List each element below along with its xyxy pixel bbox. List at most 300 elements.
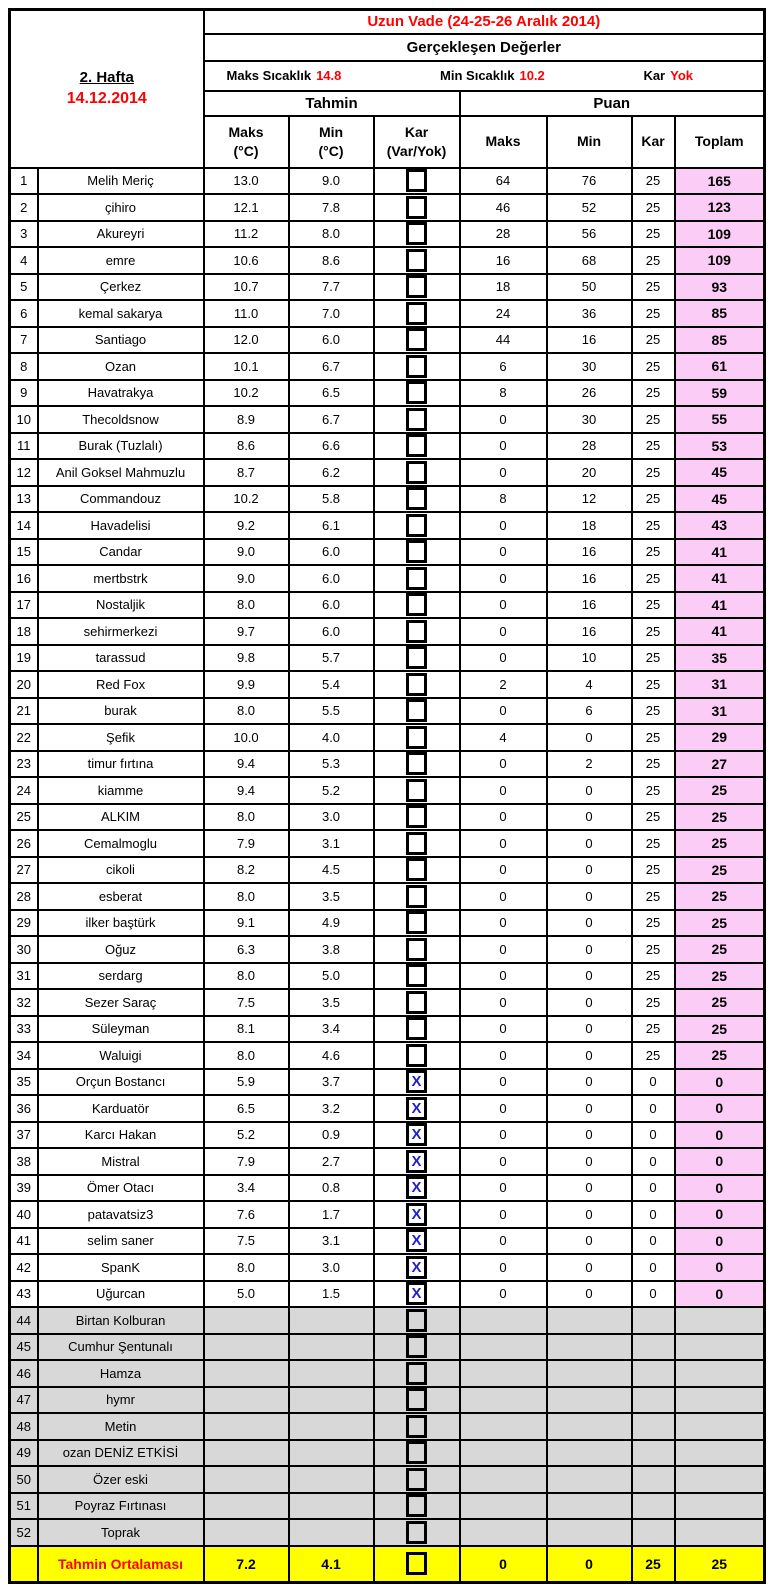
col-header-line: Maks <box>228 124 264 141</box>
forecast-min <box>289 1493 374 1520</box>
points-min: 0 <box>547 1122 632 1149</box>
kar-checkbox-icon[interactable] <box>406 302 427 325</box>
kar-checkbox-icon[interactable] <box>406 1552 427 1575</box>
table-row <box>10 1228 765 1255</box>
points-total: 0 <box>675 1095 765 1122</box>
points-total <box>675 1493 765 1520</box>
footer-corner-cell <box>10 1546 38 1583</box>
points-kar: 25 <box>632 247 675 274</box>
kar-checkbox-icon[interactable] <box>406 169 427 192</box>
forecast-maks: 5.0 <box>204 1281 289 1308</box>
points-total: 61 <box>675 353 765 380</box>
points-maks: 6 <box>460 353 547 380</box>
forecast-maks: 7.5 <box>204 1228 289 1255</box>
points-min: 16 <box>547 618 632 645</box>
forecast-maks: 7.5 <box>204 989 289 1016</box>
points-kar: 0 <box>632 1201 675 1228</box>
kar-checkbox-icon[interactable] <box>406 593 427 616</box>
row-number: 44 <box>10 1307 38 1334</box>
kar-checkbox-icon[interactable] <box>406 1388 427 1411</box>
player-name: sehirmerkezi <box>38 618 204 645</box>
kar-checkbox-icon[interactable] <box>406 964 427 987</box>
points-kar: 25 <box>632 698 675 725</box>
points-kar: 25 <box>632 671 675 698</box>
kar-checkbox-icon[interactable] <box>406 1309 427 1332</box>
kar-forecast-cell <box>374 1387 460 1414</box>
points-maks: 0 <box>460 1122 547 1149</box>
table-row <box>10 1281 765 1308</box>
row-number: 6 <box>10 300 38 327</box>
row-number: 26 <box>10 830 38 857</box>
row-number: 14 <box>10 512 38 539</box>
kar-checkbox-icon[interactable] <box>406 1441 427 1464</box>
player-name: Cumhur Şentunalı <box>38 1334 204 1361</box>
table-row <box>10 247 765 274</box>
points-kar: 25 <box>632 645 675 672</box>
player-name: hymr <box>38 1387 204 1414</box>
table-row <box>10 671 765 698</box>
kar-checkbox-icon[interactable] <box>406 461 427 484</box>
points-kar: 25 <box>632 221 675 248</box>
points-kar: 25 <box>632 486 675 513</box>
forecast-maks <box>204 1519 289 1546</box>
kar-forecast-cell <box>374 247 460 274</box>
kar-checkbox-icon[interactable] <box>406 991 427 1014</box>
row-number: 30 <box>10 936 38 963</box>
kar-forecast-cell <box>374 1466 460 1493</box>
forecast-maks: 10.2 <box>204 486 289 513</box>
points-total: 25 <box>675 910 765 937</box>
points-min: 0 <box>547 857 632 884</box>
forecast-min: 5.8 <box>289 486 374 513</box>
player-name: Red Fox <box>38 671 204 698</box>
kar-checkbox-icon[interactable] <box>406 487 427 510</box>
kar-checkbox-icon[interactable] <box>406 779 427 802</box>
kar-checkbox-icon[interactable] <box>406 752 427 775</box>
points-total <box>675 1440 765 1467</box>
kar-checkbox-icon[interactable] <box>406 355 427 378</box>
row-number: 18 <box>10 618 38 645</box>
table-title: Uzun Vade (24-25-26 Aralık 2014) <box>367 12 601 30</box>
kar-checkbox-checked-icon[interactable]: X <box>406 1150 427 1173</box>
row-number: 4 <box>10 247 38 274</box>
points-min: 0 <box>547 804 632 831</box>
points-kar: 25 <box>632 830 675 857</box>
points-maks: 0 <box>460 618 547 645</box>
points-total: 53 <box>675 433 765 460</box>
kar-checkbox-icon[interactable] <box>406 858 427 881</box>
forecast-min: 3.2 <box>289 1095 374 1122</box>
points-maks: 0 <box>460 565 547 592</box>
row-number: 41 <box>10 1228 38 1255</box>
kar-checkbox-icon[interactable] <box>406 673 427 696</box>
kar-checkbox-icon[interactable] <box>406 1468 427 1491</box>
points-min: 10 <box>547 645 632 672</box>
points-kar: 25 <box>632 274 675 301</box>
table-row <box>10 353 765 380</box>
points-min: 30 <box>547 353 632 380</box>
table-row <box>10 221 765 248</box>
kar-checkbox-icon[interactable] <box>406 1521 427 1544</box>
points-maks: 24 <box>460 300 547 327</box>
points-total: 25 <box>675 777 765 804</box>
points-kar: 0 <box>632 1175 675 1202</box>
table-row <box>10 1069 765 1096</box>
kar-checkbox-icon[interactable] <box>406 408 427 431</box>
kar-forecast-cell <box>374 1307 460 1334</box>
actual-kar-label: Kar <box>643 68 666 83</box>
points-total: 109 <box>675 221 765 248</box>
kar-forecast-cell <box>374 804 460 831</box>
kar-checkbox-icon[interactable] <box>406 911 427 934</box>
kar-checkbox-icon[interactable] <box>406 275 427 298</box>
forecast-min: 3.1 <box>289 830 374 857</box>
kar-checkbox-icon[interactable] <box>406 1362 427 1385</box>
kar-checkbox-checked-icon[interactable]: X <box>406 1176 427 1199</box>
forecast-table <box>8 8 766 1584</box>
forecast-maks: 9.0 <box>204 565 289 592</box>
forecast-min: 6.0 <box>289 327 374 354</box>
player-name: Ozan <box>38 353 204 380</box>
kar-checkbox-icon[interactable] <box>406 1494 427 1517</box>
row-number: 34 <box>10 1042 38 1069</box>
points-kar: 25 <box>632 380 675 407</box>
kar-forecast-cell <box>374 777 460 804</box>
row-number: 47 <box>10 1387 38 1414</box>
player-name: ozan DENİZ ETKİSİ <box>38 1440 204 1467</box>
forecast-min: 5.4 <box>289 671 374 698</box>
points-min: 0 <box>547 989 632 1016</box>
forecast-maks: 7.9 <box>204 830 289 857</box>
player-name: Oğuz <box>38 936 204 963</box>
kar-checkbox-icon[interactable] <box>406 1415 427 1438</box>
points-kar: 0 <box>632 1228 675 1255</box>
points-total: 25 <box>675 830 765 857</box>
kar-checkbox-icon[interactable] <box>406 646 427 669</box>
kar-checkbox-icon[interactable] <box>406 540 427 563</box>
points-total: 25 <box>675 857 765 884</box>
footer-kar-cell <box>374 1546 460 1583</box>
points-kar: 25 <box>632 300 675 327</box>
forecast-min: 4.0 <box>289 724 374 751</box>
kar-checkbox-icon[interactable] <box>406 328 427 351</box>
kar-checkbox-icon[interactable] <box>406 885 427 908</box>
table-row <box>10 1095 765 1122</box>
points-maks: 44 <box>460 327 547 354</box>
points-min: 18 <box>547 512 632 539</box>
points-min: 0 <box>547 1069 632 1096</box>
player-name: Nostaljik <box>38 592 204 619</box>
points-maks: 0 <box>460 751 547 778</box>
kar-checkbox-icon[interactable] <box>406 434 427 457</box>
kar-checkbox-icon[interactable] <box>406 222 427 245</box>
points-total: 55 <box>675 406 765 433</box>
kar-checkbox-checked-icon[interactable]: X <box>406 1070 427 1093</box>
forecast-maks: 3.4 <box>204 1175 289 1202</box>
forecast-min: 6.7 <box>289 406 374 433</box>
points-min: 0 <box>547 1201 632 1228</box>
points-total: 25 <box>675 804 765 831</box>
forecast-min <box>289 1413 374 1440</box>
row-number: 17 <box>10 592 38 619</box>
points-total <box>675 1307 765 1334</box>
kar-forecast-cell <box>374 1254 460 1281</box>
player-name: burak <box>38 698 204 725</box>
row-number: 49 <box>10 1440 38 1467</box>
points-min: 0 <box>547 1254 632 1281</box>
table-row <box>10 963 765 990</box>
kar-forecast-cell <box>374 592 460 619</box>
row-number: 43 <box>10 1281 38 1308</box>
forecast-maks: 8.9 <box>204 406 289 433</box>
kar-forecast-cell <box>374 1095 460 1122</box>
table-body <box>10 168 765 1546</box>
kar-forecast-cell <box>374 459 460 486</box>
points-min: 68 <box>547 247 632 274</box>
points-min: 0 <box>547 1281 632 1308</box>
table-row <box>10 1493 765 1520</box>
kar-checkbox-checked-icon[interactable]: X <box>406 1229 427 1252</box>
row-number: 13 <box>10 486 38 513</box>
points-maks: 0 <box>460 539 547 566</box>
table-row <box>10 618 765 645</box>
player-name: Karcı Hakan <box>38 1122 204 1149</box>
kar-checkbox-checked-icon[interactable]: X <box>406 1123 427 1146</box>
player-name: mertbstrk <box>38 565 204 592</box>
points-total: 41 <box>675 539 765 566</box>
points-min <box>547 1440 632 1467</box>
player-name: Karduatör <box>38 1095 204 1122</box>
points-min: 36 <box>547 300 632 327</box>
forecast-maks: 8.0 <box>204 592 289 619</box>
forecast-min: 1.5 <box>289 1281 374 1308</box>
points-min: 0 <box>547 1016 632 1043</box>
points-total <box>675 1413 765 1440</box>
forecast-maks: 7.9 <box>204 1148 289 1175</box>
forecast-maks: 9.9 <box>204 671 289 698</box>
table-row <box>10 539 765 566</box>
points-total: 0 <box>675 1069 765 1096</box>
player-name: Mistral <box>38 1148 204 1175</box>
points-maks: 0 <box>460 645 547 672</box>
points-maks: 46 <box>460 194 547 221</box>
averages-row <box>10 1546 765 1583</box>
points-min <box>547 1307 632 1334</box>
player-name: Toprak <box>38 1519 204 1546</box>
points-total: 123 <box>675 194 765 221</box>
points-min: 76 <box>547 168 632 195</box>
forecast-min: 0.8 <box>289 1175 374 1202</box>
col-header-forecast-min <box>289 116 374 168</box>
kar-checkbox-checked-icon[interactable]: X <box>406 1256 427 1279</box>
points-maks <box>460 1493 547 1520</box>
player-name: kemal sakarya <box>38 300 204 327</box>
points-kar <box>632 1466 675 1493</box>
kar-forecast-cell <box>374 1413 460 1440</box>
kar-checkbox-checked-icon[interactable]: X <box>406 1097 427 1120</box>
row-number: 7 <box>10 327 38 354</box>
row-number: 25 <box>10 804 38 831</box>
table-row <box>10 830 765 857</box>
points-min: 0 <box>547 1175 632 1202</box>
points-total: 93 <box>675 274 765 301</box>
row-number: 3 <box>10 221 38 248</box>
row-number: 51 <box>10 1493 38 1520</box>
forecast-maks <box>204 1413 289 1440</box>
kar-checkbox-icon[interactable] <box>406 1335 427 1358</box>
kar-forecast-cell <box>374 963 460 990</box>
footer-points-kar: 25 <box>632 1546 675 1583</box>
points-maks: 0 <box>460 1254 547 1281</box>
points-kar: 25 <box>632 1042 675 1069</box>
points-maks: 0 <box>460 406 547 433</box>
points-total: 41 <box>675 592 765 619</box>
table-header <box>10 10 765 168</box>
points-kar: 25 <box>632 433 675 460</box>
table-row <box>10 1440 765 1467</box>
points-maks: 0 <box>460 512 547 539</box>
row-number: 38 <box>10 1148 38 1175</box>
kar-checkbox-icon[interactable] <box>406 832 427 855</box>
points-total: 25 <box>675 963 765 990</box>
kar-checkbox-icon[interactable] <box>406 196 427 219</box>
player-name: esberat <box>38 883 204 910</box>
points-min: 0 <box>547 830 632 857</box>
player-name: Şefik <box>38 724 204 751</box>
kar-checkbox-icon[interactable] <box>406 1044 427 1067</box>
kar-checkbox-checked-icon[interactable]: X <box>406 1282 427 1305</box>
points-min <box>547 1466 632 1493</box>
table-row <box>10 433 765 460</box>
kar-checkbox-icon[interactable] <box>406 514 427 537</box>
table-row <box>10 1016 765 1043</box>
row-number: 37 <box>10 1122 38 1149</box>
points-total: 0 <box>675 1281 765 1308</box>
col-header-forecast-kar <box>374 116 460 168</box>
points-total: 0 <box>675 1228 765 1255</box>
points-maks: 0 <box>460 1201 547 1228</box>
table-row <box>10 1254 765 1281</box>
player-name: Süleyman <box>38 1016 204 1043</box>
kar-checkbox-icon[interactable] <box>406 620 427 643</box>
col-header-line: Kar <box>404 124 429 141</box>
points-maks <box>460 1466 547 1493</box>
table-row <box>10 1201 765 1228</box>
kar-checkbox-checked-icon[interactable]: X <box>406 1203 427 1226</box>
forecast-min: 6.0 <box>289 618 374 645</box>
forecast-maks <box>204 1466 289 1493</box>
points-maks: 8 <box>460 380 547 407</box>
kar-forecast-cell <box>374 274 460 301</box>
kar-checkbox-icon[interactable] <box>406 726 427 749</box>
table-row <box>10 1360 765 1387</box>
points-kar <box>632 1413 675 1440</box>
row-number: 36 <box>10 1095 38 1122</box>
forecast-maks: 8.1 <box>204 1016 289 1043</box>
kar-forecast-cell <box>374 830 460 857</box>
forecast-min: 5.5 <box>289 698 374 725</box>
kar-checkbox-icon[interactable] <box>406 938 427 961</box>
col-header-line: (°C) <box>318 142 344 159</box>
table-footer <box>10 1546 765 1583</box>
player-name: selim saner <box>38 1228 204 1255</box>
points-kar: 25 <box>632 327 675 354</box>
points-kar <box>632 1493 675 1520</box>
row-number: 5 <box>10 274 38 301</box>
points-min <box>547 1413 632 1440</box>
points-total: 45 <box>675 459 765 486</box>
forecast-min: 5.3 <box>289 751 374 778</box>
forecast-maks: 8.2 <box>204 857 289 884</box>
col-header-forecast-maks <box>204 116 289 168</box>
points-kar: 25 <box>632 724 675 751</box>
points-kar <box>632 1387 675 1414</box>
points-total <box>675 1519 765 1546</box>
forecast-min: 3.4 <box>289 1016 374 1043</box>
points-min: 0 <box>547 777 632 804</box>
row-number: 15 <box>10 539 38 566</box>
points-min <box>547 1360 632 1387</box>
points-maks: 0 <box>460 857 547 884</box>
kar-checkbox-icon[interactable] <box>406 249 427 272</box>
points-kar: 25 <box>632 512 675 539</box>
player-name: Ömer Otacı <box>38 1175 204 1202</box>
kar-checkbox-icon[interactable] <box>406 381 427 404</box>
table-row <box>10 804 765 831</box>
kar-forecast-cell <box>374 1201 460 1228</box>
kar-forecast-cell <box>374 724 460 751</box>
forecast-min: 3.0 <box>289 1254 374 1281</box>
player-name: timur fırtına <box>38 751 204 778</box>
points-kar: 25 <box>632 459 675 486</box>
kar-forecast-cell <box>374 1175 460 1202</box>
kar-forecast-cell <box>374 1519 460 1546</box>
points-total: 85 <box>675 300 765 327</box>
forecast-min: 6.0 <box>289 592 374 619</box>
table-row <box>10 512 765 539</box>
kar-checkbox-icon[interactable] <box>406 567 427 590</box>
player-name: Havatrakya <box>38 380 204 407</box>
points-maks <box>460 1360 547 1387</box>
col-header-points-min: Min <box>547 116 632 168</box>
points-min: 0 <box>547 910 632 937</box>
forecast-min: 7.8 <box>289 194 374 221</box>
kar-checkbox-icon[interactable] <box>406 805 427 828</box>
points-kar: 25 <box>632 963 675 990</box>
kar-forecast-cell <box>374 327 460 354</box>
points-kar: 25 <box>632 989 675 1016</box>
points-kar: 0 <box>632 1095 675 1122</box>
row-number: 19 <box>10 645 38 672</box>
col-header-line: (°C) <box>233 142 259 159</box>
row-number: 46 <box>10 1360 38 1387</box>
player-name: SpanK <box>38 1254 204 1281</box>
forecast-maks: 13.0 <box>204 168 289 195</box>
table-row <box>10 1042 765 1069</box>
points-total: 31 <box>675 671 765 698</box>
points-maks: 0 <box>460 963 547 990</box>
points-min: 16 <box>547 539 632 566</box>
kar-checkbox-icon[interactable] <box>406 699 427 722</box>
forecast-maks: 8.0 <box>204 698 289 725</box>
points-total <box>675 1334 765 1361</box>
kar-forecast-cell <box>374 1334 460 1361</box>
kar-forecast-cell <box>374 910 460 937</box>
table-row <box>10 1148 765 1175</box>
forecast-min: 5.7 <box>289 645 374 672</box>
kar-checkbox-icon[interactable] <box>406 1017 427 1040</box>
points-min: 16 <box>547 327 632 354</box>
